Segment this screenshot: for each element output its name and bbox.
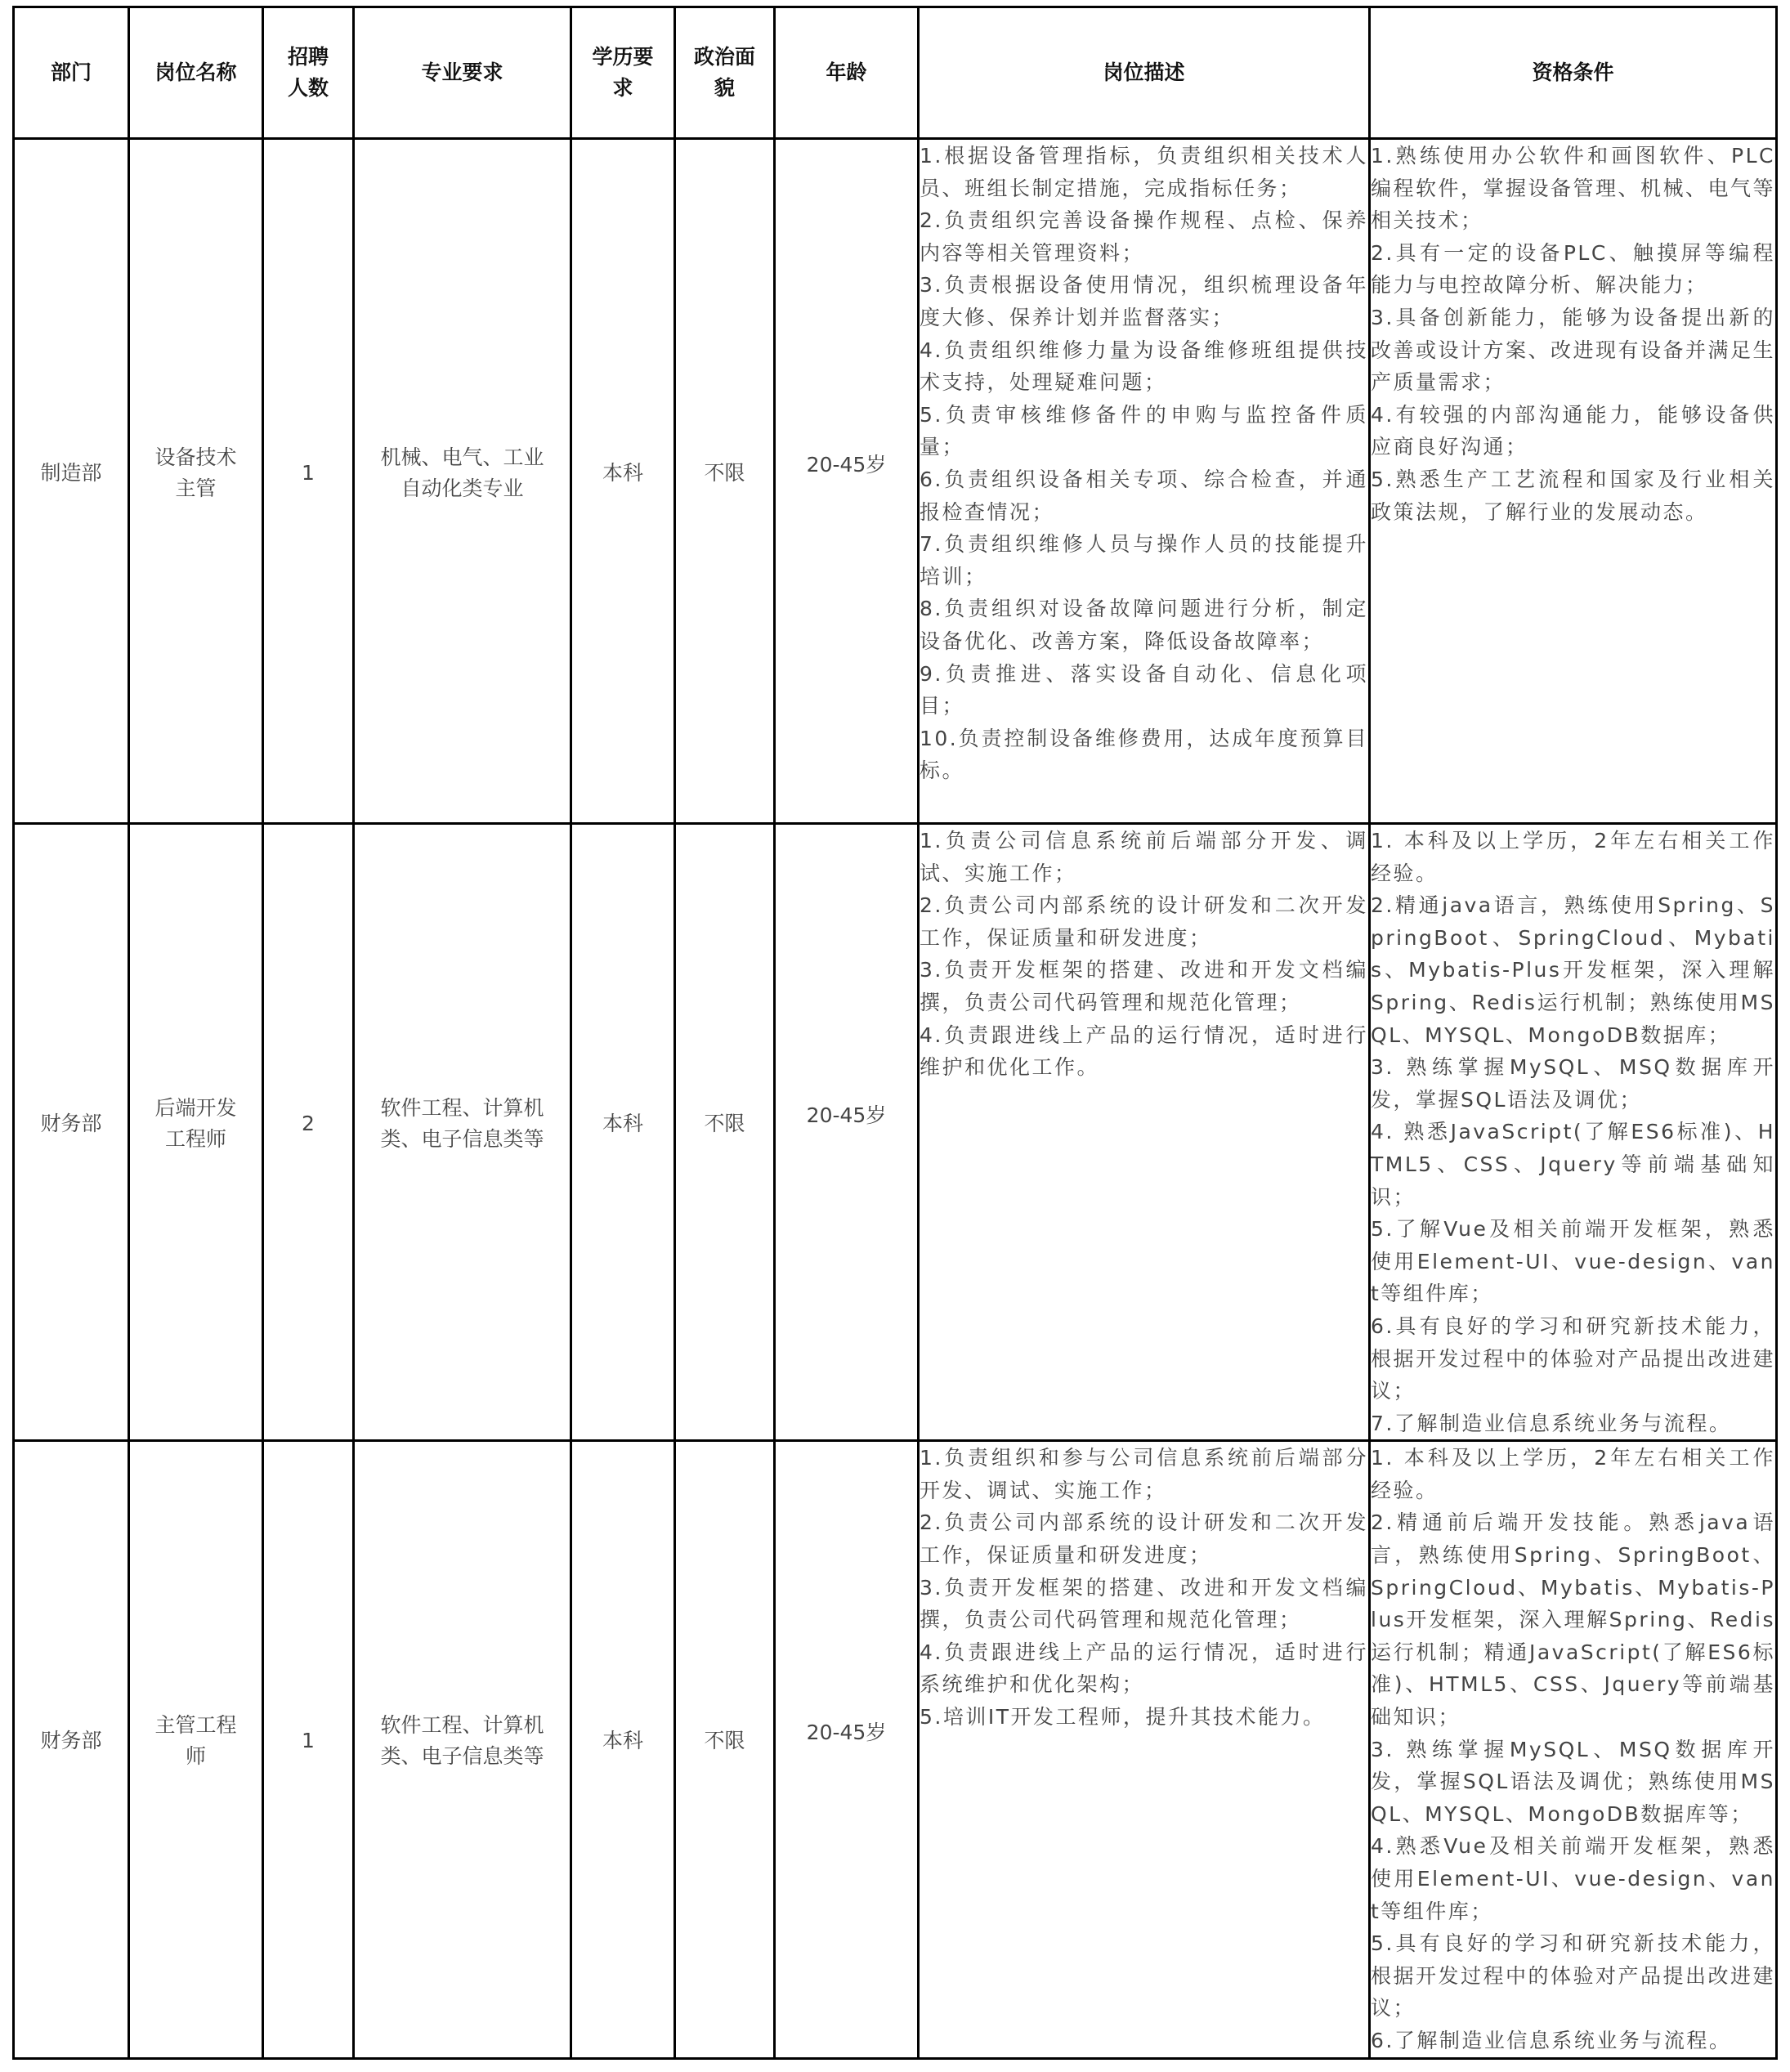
cell-qualifications xyxy=(1370,824,1777,1441)
education-text: 本科 xyxy=(602,460,643,485)
description-item: 6.负责组织设备相关专项、综合检查，并通报检查情况； xyxy=(920,467,1368,524)
table-row xyxy=(14,139,1777,824)
cell-major xyxy=(354,1441,571,2058)
description-item: 4.负责跟进线上产品的运行情况，适时进行维护和优化工作。 xyxy=(920,1023,1368,1080)
political-status-text: 不限 xyxy=(704,460,745,485)
major-text: 机械、电气、工业自动化类专业 xyxy=(380,445,544,500)
description-item: 1.负责公司信息系统前后端部分开发、调试、实施工作； xyxy=(920,829,1368,885)
qualification-item: 5.了解Vue及相关前端开发框架，熟悉使用Element-UI、vue-design、vant等组件库； xyxy=(1371,1217,1775,1306)
cell-description xyxy=(919,824,1370,1441)
qualification-item: 1. 本科及以上学历，2年左右相关工作经验。 xyxy=(1371,1446,1775,1502)
description-item: 2.负责公司内部系统的设计研发和二次开发工作，保证质量和研发进度； xyxy=(920,893,1368,950)
description-item: 5.培训IT开发工程师，提升其技术能力。 xyxy=(920,1705,1326,1730)
description-item: 3.负责开发框架的搭建、改进和开发文档编撰，负责公司代码管理和规范化管理； xyxy=(920,1575,1368,1632)
age-text: 20-45岁 xyxy=(806,1103,887,1128)
qualification-item: 3. 熟练掌握MySQL、MSQ数据库开发，掌握SQL语法及调优； xyxy=(1371,1055,1775,1112)
position-text: 后端开发工程师 xyxy=(154,1096,237,1152)
cell-education xyxy=(571,139,675,824)
qualification-item: 5.具有良好的学习和研究新技术能力，根据开发过程中的体验对产品提出改进建议； xyxy=(1371,1931,1776,2021)
cell-department xyxy=(14,824,129,1441)
description-item: 4.负责组织维修力量为设备维修班组提供技术支持，处理疑难问题； xyxy=(920,338,1368,395)
header-position: 岗位名称 xyxy=(129,7,263,139)
cell-political-status xyxy=(675,139,775,824)
cell-age xyxy=(775,139,919,824)
header-row xyxy=(14,7,1777,139)
description-item: 7.负责组织维修人员与操作人员的技能提升培训； xyxy=(920,532,1368,588)
description-item: 2.负责公司内部系统的设计研发和二次开发工作，保证质量和研发进度； xyxy=(920,1510,1368,1568)
department-text: 财务部 xyxy=(40,1729,102,1753)
header-major: 专业要求 xyxy=(354,7,571,139)
header-description: 岗位描述 xyxy=(919,7,1370,139)
cell-age xyxy=(775,1441,919,2058)
cell-position xyxy=(129,139,263,824)
qualification-item: 6.了解制造业信息系统业务与流程。 xyxy=(1371,2028,1732,2052)
education-text: 本科 xyxy=(602,1112,643,1136)
qualification-item: 4. 熟悉JavaScript(了解ES6标准)、HTML5、CSS、Jquery等前端基础知识； xyxy=(1371,1120,1775,1209)
qualification-item: 3.具备创新能力，能够为设备提出新的改善或设计方案、改进现有设备并满足生产质量需求； xyxy=(1371,305,1776,395)
position-text: 设备技术主管 xyxy=(154,445,237,500)
position-text: 主管工程师 xyxy=(154,1713,237,1769)
qualification-item: 2.精通java语言，熟练使用Spring、SpringBoot、SpringCloud、Mybatis、Mybatis-Plus开发框架，深入理解Spring、Redis运行机制；熟练使用MSQL、MYSQL、MongoDB数据库； xyxy=(1371,893,1775,1047)
table-row xyxy=(14,824,1777,1441)
qualification-item: 6.具有良好的学习和研究新技术能力，根据开发过程中的体验对产品提出改进建议； xyxy=(1371,1313,1776,1403)
qualification-item: 7.了解制造业信息系统业务与流程。 xyxy=(1371,1411,1732,1435)
description-item: 3.负责根据设备使用情况，组织梳理设备年度大修、保养计划并监督落实； xyxy=(920,273,1368,329)
age-text: 20-45岁 xyxy=(806,1721,887,1745)
major-text: 软件工程、计算机类、电子信息类等 xyxy=(380,1713,544,1769)
age-text: 20-45岁 xyxy=(806,452,887,477)
cell-age xyxy=(775,824,919,1441)
cell-major xyxy=(354,139,571,824)
description-item: 9.负责推进、落实设备自动化、信息化项目； xyxy=(920,661,1368,718)
qualification-item: 3. 熟练掌握MySQL、MSQ数据库开发，掌握SQL语法及调优；熟练使用MSQL、MYSQL、MongoDB数据库等； xyxy=(1371,1737,1775,1826)
header-education-label: 学历要求 xyxy=(592,45,654,100)
qualification-item: 1. 本科及以上学历，2年左右相关工作经验。 xyxy=(1371,829,1775,885)
cell-political-status xyxy=(675,824,775,1441)
cell-political-status xyxy=(675,1441,775,2058)
header-qualifications: 资格条件 xyxy=(1370,7,1777,139)
header-age: 年龄 xyxy=(775,7,919,139)
department-text: 制造部 xyxy=(40,460,102,485)
description-item: 1.负责组织和参与公司信息系统前后端部分开发、调试、实施工作； xyxy=(920,1446,1368,1502)
cell-headcount xyxy=(263,1441,354,2058)
recruitment-table xyxy=(12,6,1778,2060)
description-item: 3.负责开发框架的搭建、改进和开发文档编撰，负责公司代码管理和规范化管理； xyxy=(920,958,1368,1014)
description-item: 5.负责审核维修备件的申购与监控备件质量； xyxy=(920,402,1368,459)
cell-position xyxy=(129,1441,263,2058)
table-row xyxy=(14,1441,1777,2058)
header-headcount-label: 招聘人数 xyxy=(287,45,329,100)
header-political-label: 政治面貌 xyxy=(693,45,755,100)
education-text: 本科 xyxy=(602,1729,643,1753)
cell-headcount xyxy=(263,824,354,1441)
description-item: 2.负责组织完善设备操作规程、点检、保养内容等相关管理资料； xyxy=(920,208,1368,265)
headcount-text: 1 xyxy=(302,1729,315,1753)
major-text: 软件工程、计算机类、电子信息类等 xyxy=(380,1096,544,1152)
description-item: 10.负责控制设备维修费用，达成年度预算目标。 xyxy=(920,726,1368,783)
cell-education xyxy=(571,824,675,1441)
header-headcount xyxy=(263,7,354,139)
headcount-text: 1 xyxy=(302,460,315,485)
department-text: 财务部 xyxy=(40,1112,102,1136)
political-status-text: 不限 xyxy=(704,1729,745,1753)
headcount-text: 2 xyxy=(302,1112,315,1136)
header-education xyxy=(571,7,675,139)
cell-education xyxy=(571,1441,675,2058)
description-item: 1.根据设备管理指标，负责组织相关技术人员、班组长制定措施，完成指标任务； xyxy=(920,144,1368,200)
cell-position xyxy=(129,824,263,1441)
qualification-item: 2.精通前后端开发技能。熟悉java语言，熟练使用Spring、SpringBoot、SpringCloud、Mybatis、Mybatis-Plus开发框架，深入理解Spring、Redis运行机制；精通JavaScript(了解ES6标准)、HTML5、CSS、Jquery等前端基础知识； xyxy=(1371,1510,1775,1730)
cell-major xyxy=(354,824,571,1441)
header-department: 部门 xyxy=(14,7,129,139)
cell-department xyxy=(14,1441,129,2058)
qualification-item: 4.有较强的内部沟通能力，能够设备供应商良好沟通； xyxy=(1371,402,1775,459)
cell-description xyxy=(919,139,1370,824)
cell-headcount xyxy=(263,139,354,824)
header-political-status xyxy=(675,7,775,139)
cell-description xyxy=(919,1441,1370,2058)
qualification-item: 2.具有一定的设备PLC、触摸屏等编程能力与电控故障分析、解决能力； xyxy=(1371,240,1775,298)
qualification-item: 1.熟练使用办公软件和画图软件、PLC编程软件，掌握设备管理、机械、电气等相关技术； xyxy=(1371,144,1776,233)
qualification-item: 5.熟悉生产工艺流程和国家及行业相关政策法规，了解行业的发展动态。 xyxy=(1371,467,1775,524)
cell-qualifications xyxy=(1370,1441,1777,2058)
description-item: 8.负责组织对设备故障问题进行分析，制定设备优化、改善方案，降低设备故障率； xyxy=(920,597,1368,653)
cell-qualifications xyxy=(1370,139,1777,824)
qualification-item: 4.熟悉Vue及相关前端开发框架，熟悉使用Element-UI、vue-design、vant等组件库； xyxy=(1371,1834,1775,1923)
political-status-text: 不限 xyxy=(704,1112,745,1136)
description-item: 4.负责跟进线上产品的运行情况，适时进行系统维护和优化架构； xyxy=(920,1640,1368,1697)
cell-department xyxy=(14,139,129,824)
